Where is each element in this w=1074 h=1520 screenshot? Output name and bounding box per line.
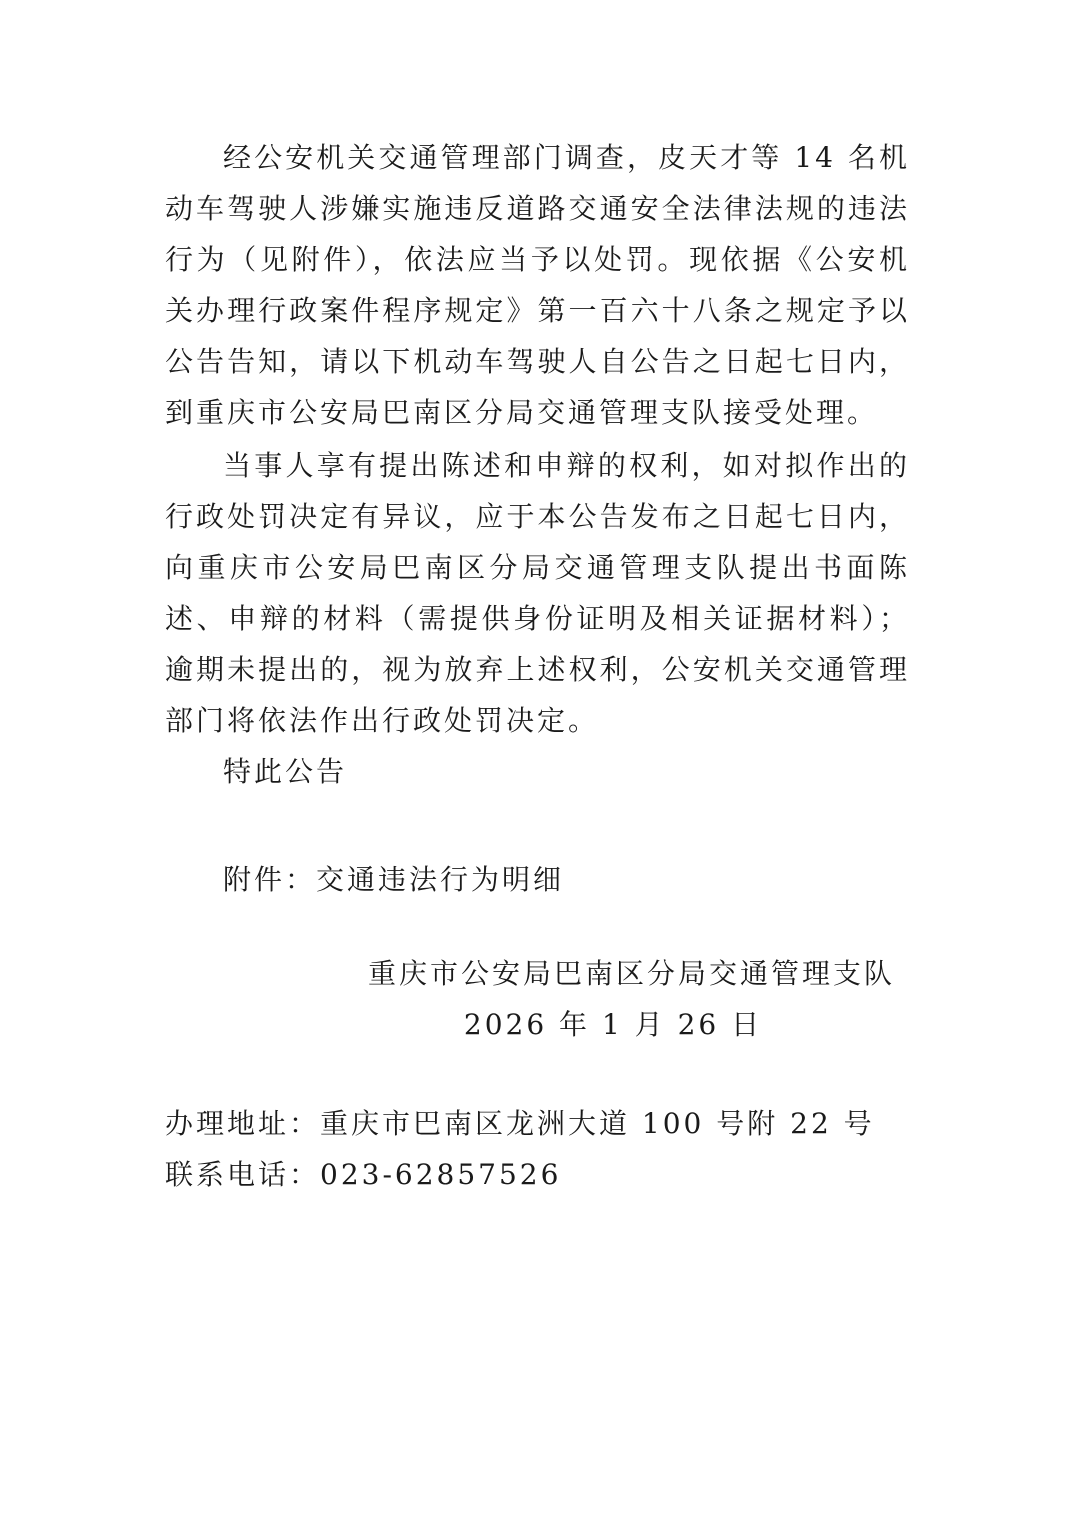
notice-paragraph-2: 当事人享有提出陈述和申辩的权利，如对拟作出的行政处罚决定有异议，应于本公告发布之日起七日内，向重庆市公安局巴南区分局交通管理支队提出书面陈述、申辩的材料（需提供身份证明及相关证据材料）；逾期未提出的，视为放弃上述权利，公安机关交通管理部门将依法作出行政处罚决定。: [165, 449, 910, 737]
closing-statement: 特此公告: [223, 755, 348, 788]
issuer-name: 重庆市公安局巴南区分局交通管理支队: [368, 957, 896, 990]
signature-block: [368, 948, 896, 1050]
notice-paragraph-1: 经公安机关交通管理部门调查，皮天才等 14 名机动车驾驶人涉嫌实施违反道路交通安全法律法规的违法行为（见附件），依法应当予以处罚。现依据《公安机关办理行政案件程序规定》第一百六十八条之规定予以公告告知，请以下机动车驾驶人自公告之日起七日内，到重庆市公安局巴南区分局交通管理支队接受处理。: [165, 141, 910, 429]
contact-phone: 联系电话：023-62857526: [165, 1158, 562, 1191]
issue-date: 2026 年 1 月 26 日: [463, 1008, 763, 1041]
contact-footer: [165, 1098, 910, 1200]
notice-body: [165, 132, 910, 905]
office-address: 办理地址：重庆市巴南区龙洲大道 100 号附 22 号: [165, 1107, 875, 1140]
attachment-line: 附件：交通违法行为明细: [223, 863, 565, 896]
